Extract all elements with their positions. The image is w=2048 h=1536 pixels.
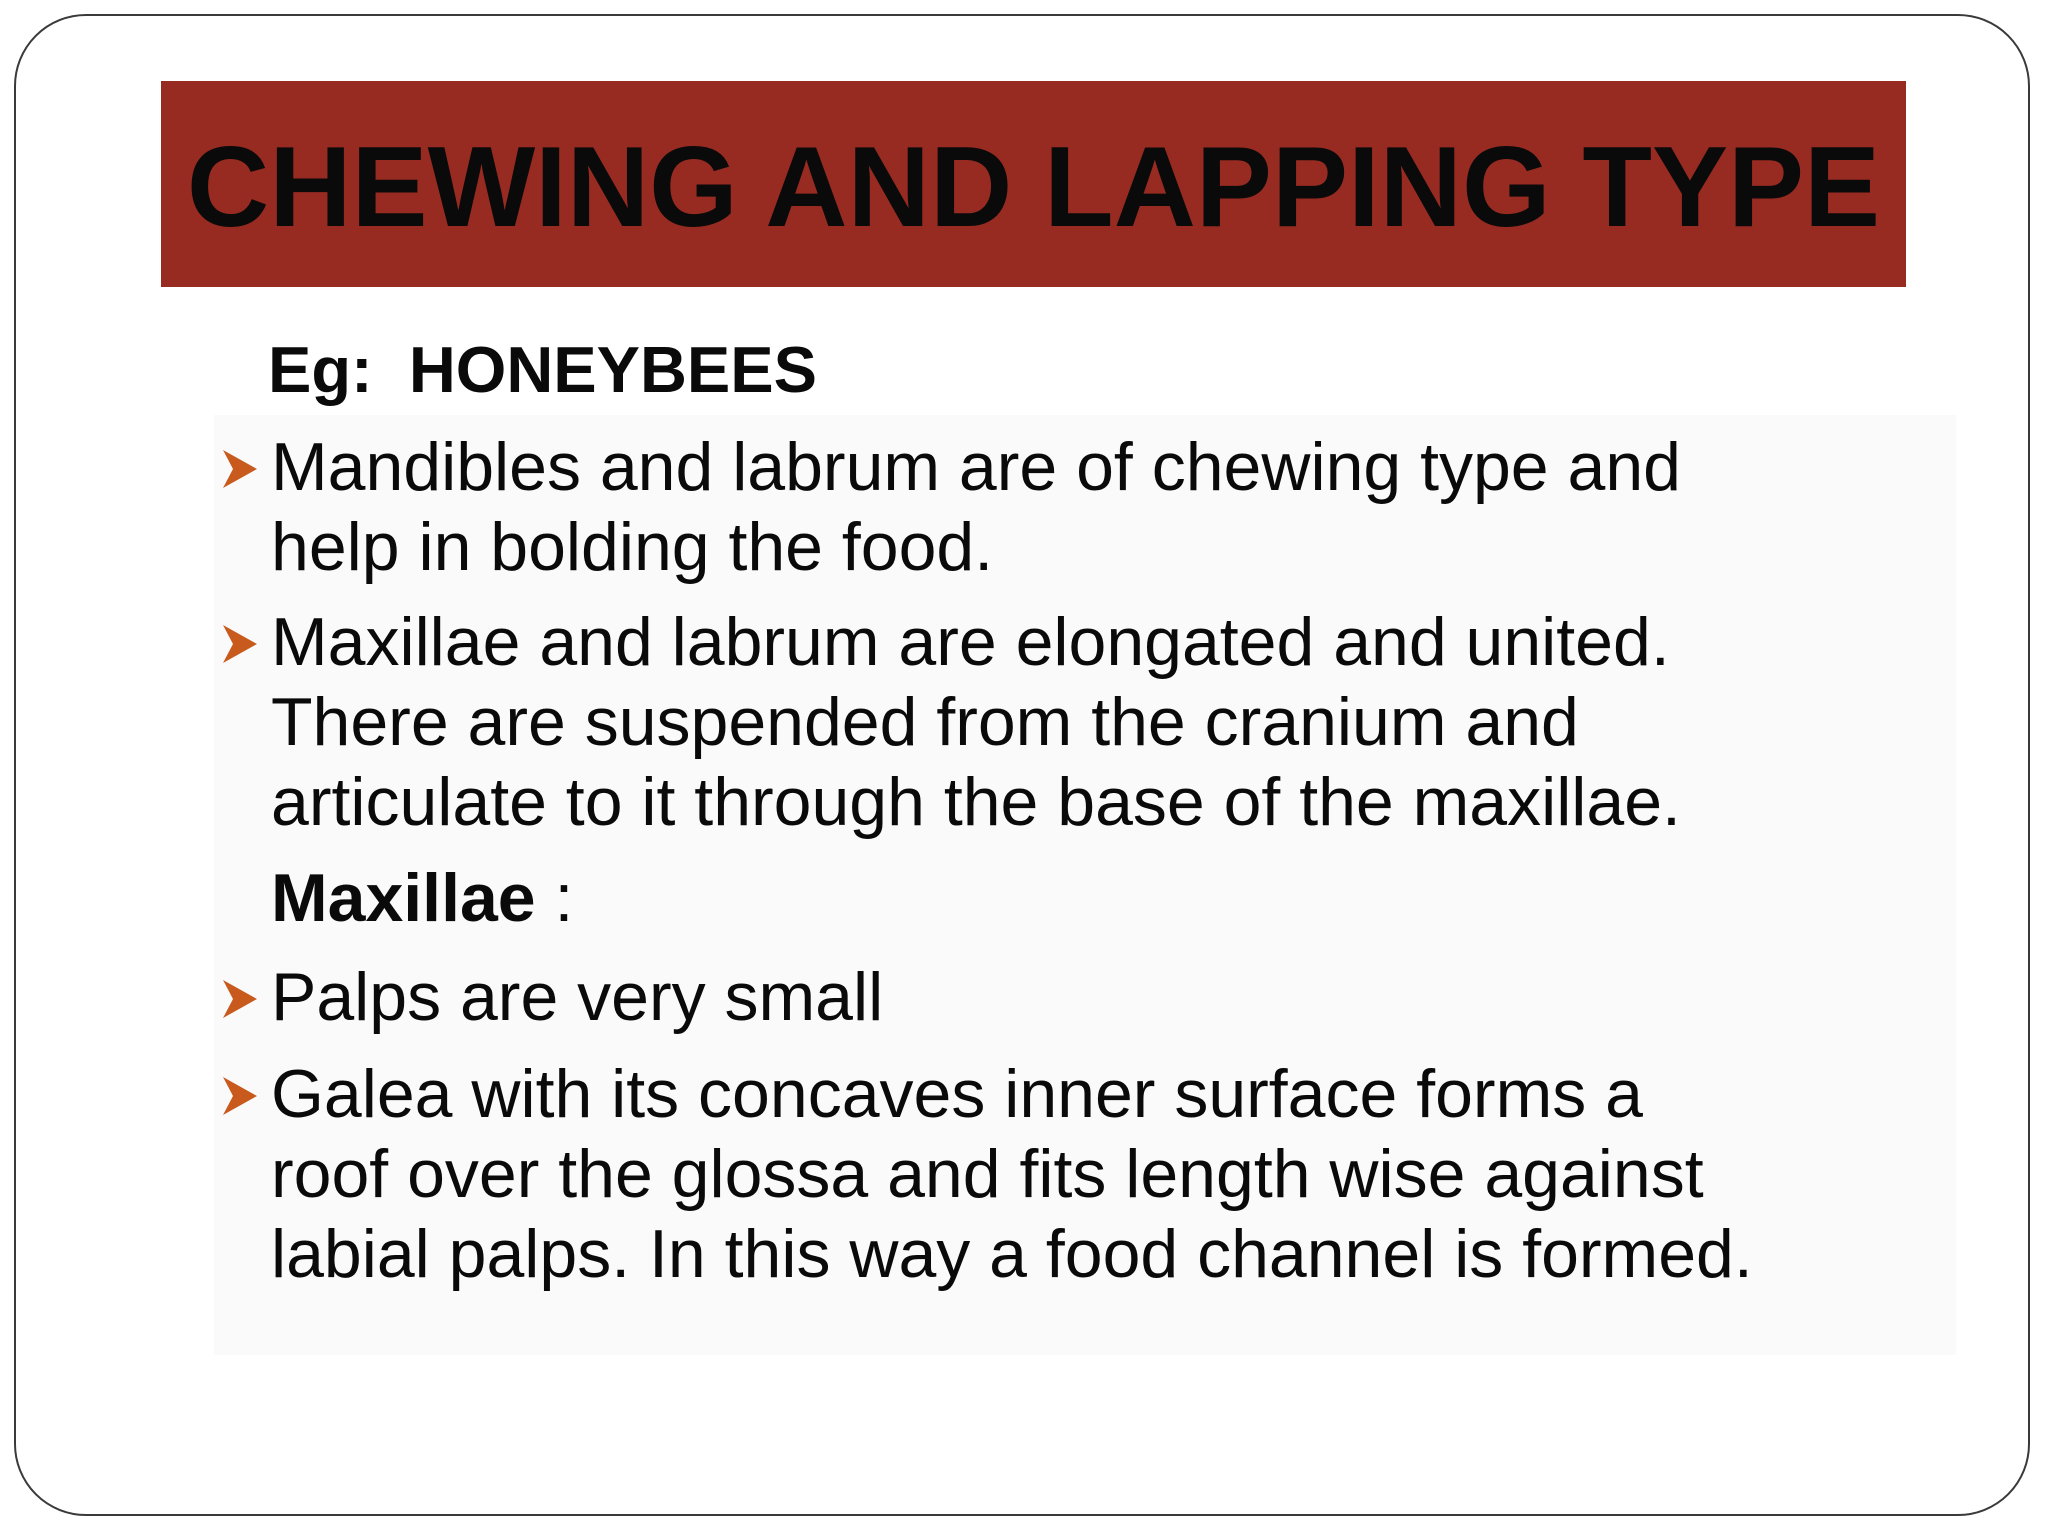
subheading-bold: Maxillae [271, 860, 536, 936]
arrowhead-bullet-icon [214, 427, 264, 507]
bullet-text: Mandibles and labrum are of chewing type and help in bolding the food. [271, 429, 1681, 585]
title-bar [161, 81, 1906, 287]
arrowhead-bullet-icon [214, 602, 264, 682]
arrowhead-bullet-icon [214, 957, 264, 1037]
bullet-item [214, 602, 1954, 842]
subheading-rest: : [535, 860, 574, 936]
example-line: Eg: HONEYBEES [268, 333, 817, 406]
subheading [271, 858, 573, 938]
arrowhead-bullet-icon [214, 1054, 264, 1134]
bullet-item [214, 1054, 1954, 1294]
bullet-text: Palps are very small [271, 959, 884, 1035]
bullet-item [214, 427, 1954, 587]
bullet-text: Maxillae and labrum are elongated and united. There are suspended from the cranium and articulate to it through the base of the maxillae. [271, 604, 1681, 840]
slide-title: CHEWING AND LAPPING TYPE [186, 123, 1881, 251]
bullet-item [214, 957, 1954, 1037]
bullet-text: Galea with its concaves inner surface forms a roof over the glossa and fits length wise against labial palps. In this way a food channel is formed. [271, 1056, 1753, 1292]
